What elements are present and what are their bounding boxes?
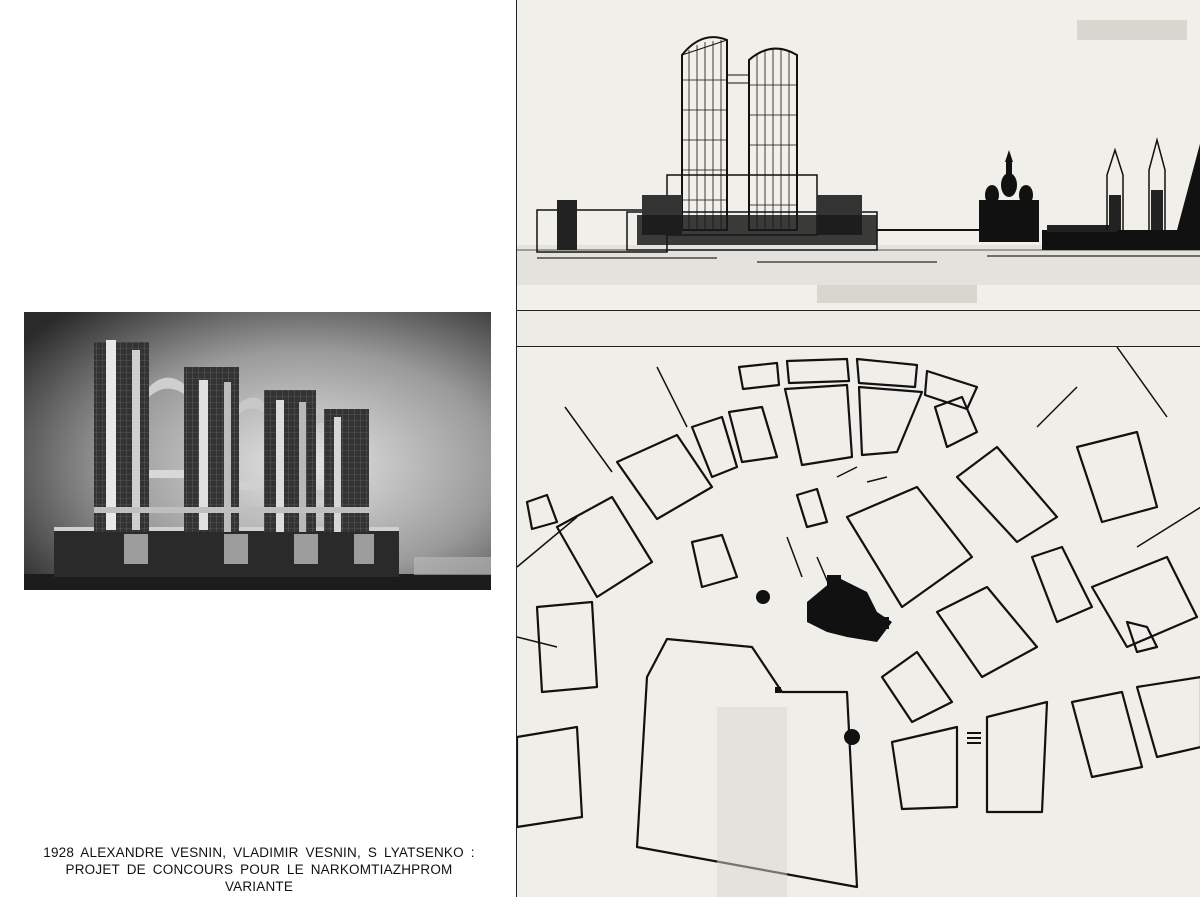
perspective-sketch [517, 0, 1200, 310]
site-plan-drawing [517, 347, 1200, 897]
panel-separator [516, 311, 1200, 346]
caption-line-1: 1928 ALEXANDRE VESNIN, VLADIMIR VESNIN, S LYATSENKO : [43, 845, 475, 860]
model-photograph [24, 312, 491, 590]
caption [24, 844, 494, 895]
model-photo-drawing [24, 312, 491, 590]
perspective-drawing [516, 0, 1200, 311]
caption-line-3: VARIANTE [224, 879, 294, 894]
site-plan [516, 346, 1200, 897]
caption-line-2: PROJET DE CONCOURS POUR LE NARKOMTIAZHPROM [65, 862, 453, 877]
